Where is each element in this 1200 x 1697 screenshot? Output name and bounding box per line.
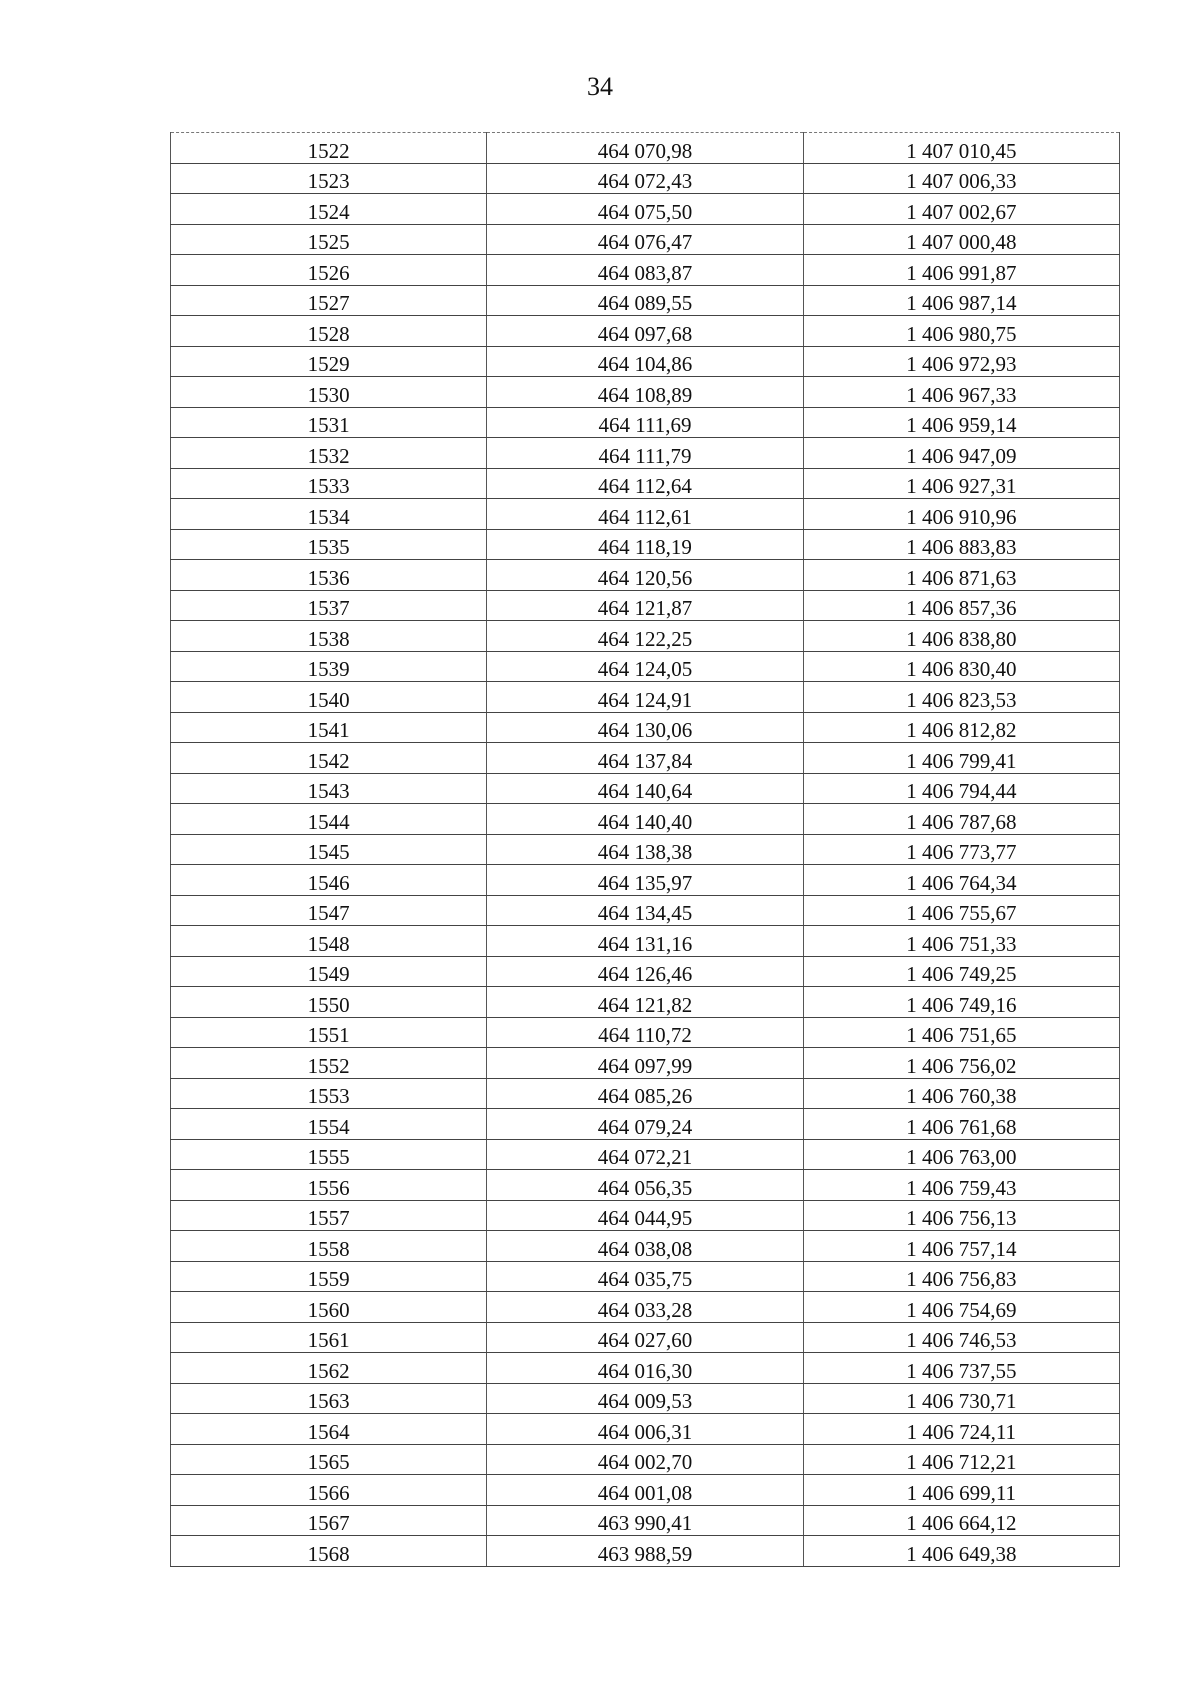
table-row [171,590,1120,621]
table-row [171,926,1120,957]
point-number-cell: 1567 [171,1505,487,1536]
x-coordinate-cell: 464 121,82 [487,987,803,1018]
x-coordinate-cell: 464 075,50 [487,194,803,225]
table-row [171,1170,1120,1201]
y-coordinate-cell: 1 407 002,67 [803,194,1119,225]
point-number-cell: 1534 [171,499,487,530]
point-number-cell: 1523 [171,163,487,194]
y-coordinate-cell: 1 406 959,14 [803,407,1119,438]
x-coordinate-cell: 464 104,86 [487,346,803,377]
y-coordinate-cell: 1 406 799,41 [803,743,1119,774]
x-coordinate-cell: 464 006,31 [487,1414,803,1445]
y-coordinate-cell: 1 406 812,82 [803,712,1119,743]
x-coordinate-cell: 464 035,75 [487,1261,803,1292]
x-coordinate-cell: 464 072,43 [487,163,803,194]
x-coordinate-cell: 464 097,99 [487,1048,803,1079]
point-number-cell: 1553 [171,1078,487,1109]
point-number-cell: 1552 [171,1048,487,1079]
x-coordinate-cell: 464 002,70 [487,1444,803,1475]
point-number-cell: 1533 [171,468,487,499]
table-row [171,224,1120,255]
point-number-cell: 1536 [171,560,487,591]
x-coordinate-cell: 464 097,68 [487,316,803,347]
x-coordinate-cell: 464 126,46 [487,956,803,987]
y-coordinate-cell: 1 406 751,33 [803,926,1119,957]
x-coordinate-cell: 464 027,60 [487,1322,803,1353]
y-coordinate-cell: 1 406 823,53 [803,682,1119,713]
x-coordinate-cell: 464 111,69 [487,407,803,438]
y-coordinate-cell: 1 406 749,25 [803,956,1119,987]
point-number-cell: 1538 [171,621,487,652]
y-coordinate-cell: 1 406 755,67 [803,895,1119,926]
point-number-cell: 1529 [171,346,487,377]
table-row [171,712,1120,743]
y-coordinate-cell: 1 406 756,83 [803,1261,1119,1292]
y-coordinate-cell: 1 406 838,80 [803,621,1119,652]
y-coordinate-cell: 1 406 773,77 [803,834,1119,865]
table-row [171,1292,1120,1323]
table-row [171,316,1120,347]
x-coordinate-cell: 463 988,59 [487,1536,803,1567]
y-coordinate-cell: 1 406 756,02 [803,1048,1119,1079]
point-number-cell: 1563 [171,1383,487,1414]
coordinates-table [170,132,1120,1567]
table-row [171,133,1120,164]
y-coordinate-cell: 1 406 699,11 [803,1475,1119,1506]
x-coordinate-cell: 464 016,30 [487,1353,803,1384]
x-coordinate-cell: 464 009,53 [487,1383,803,1414]
x-coordinate-cell: 464 038,08 [487,1231,803,1262]
point-number-cell: 1561 [171,1322,487,1353]
point-number-cell: 1550 [171,987,487,1018]
point-number-cell: 1542 [171,743,487,774]
y-coordinate-cell: 1 406 761,68 [803,1109,1119,1140]
table-row [171,743,1120,774]
y-coordinate-cell: 1 406 883,83 [803,529,1119,560]
y-coordinate-cell: 1 406 967,33 [803,377,1119,408]
table-row [171,1475,1120,1506]
x-coordinate-cell: 464 079,24 [487,1109,803,1140]
x-coordinate-cell: 464 137,84 [487,743,803,774]
point-number-cell: 1562 [171,1353,487,1384]
point-number-cell: 1526 [171,255,487,286]
table-row [171,163,1120,194]
table-row [171,682,1120,713]
x-coordinate-cell: 464 124,91 [487,682,803,713]
table-row [171,407,1120,438]
x-coordinate-cell: 463 990,41 [487,1505,803,1536]
y-coordinate-cell: 1 406 987,14 [803,285,1119,316]
point-number-cell: 1524 [171,194,487,225]
table-row [171,285,1120,316]
point-number-cell: 1530 [171,377,487,408]
y-coordinate-cell: 1 406 649,38 [803,1536,1119,1567]
table-row [171,1322,1120,1353]
table-row [171,1505,1120,1536]
x-coordinate-cell: 464 111,79 [487,438,803,469]
point-number-cell: 1527 [171,285,487,316]
table-row [171,1261,1120,1292]
x-coordinate-cell: 464 112,64 [487,468,803,499]
y-coordinate-cell: 1 407 010,45 [803,133,1119,164]
point-number-cell: 1546 [171,865,487,896]
point-number-cell: 1560 [171,1292,487,1323]
table-row [171,804,1120,835]
table-row [171,1139,1120,1170]
x-coordinate-cell: 464 135,97 [487,865,803,896]
x-coordinate-cell: 464 122,25 [487,621,803,652]
x-coordinate-cell: 464 121,87 [487,590,803,621]
point-number-cell: 1556 [171,1170,487,1201]
point-number-cell: 1559 [171,1261,487,1292]
y-coordinate-cell: 1 406 794,44 [803,773,1119,804]
table-row [171,194,1120,225]
x-coordinate-cell: 464 131,16 [487,926,803,957]
point-number-cell: 1525 [171,224,487,255]
y-coordinate-cell: 1 406 787,68 [803,804,1119,835]
table-row [171,346,1120,377]
y-coordinate-cell: 1 406 756,13 [803,1200,1119,1231]
point-number-cell: 1568 [171,1536,487,1567]
point-number-cell: 1547 [171,895,487,926]
table-row [171,1383,1120,1414]
x-coordinate-cell: 464 085,26 [487,1078,803,1109]
y-coordinate-cell: 1 406 947,09 [803,438,1119,469]
point-number-cell: 1557 [171,1200,487,1231]
point-number-cell: 1545 [171,834,487,865]
table-row [171,1048,1120,1079]
point-number-cell: 1532 [171,438,487,469]
point-number-cell: 1537 [171,590,487,621]
point-number-cell: 1544 [171,804,487,835]
table-row [171,1200,1120,1231]
x-coordinate-cell: 464 070,98 [487,133,803,164]
table-row [171,865,1120,896]
y-coordinate-cell: 1 406 724,11 [803,1414,1119,1445]
x-coordinate-cell: 464 130,06 [487,712,803,743]
x-coordinate-cell: 464 108,89 [487,377,803,408]
page-number: 34 [587,72,613,101]
point-number-cell: 1540 [171,682,487,713]
y-coordinate-cell: 1 406 746,53 [803,1322,1119,1353]
table-row [171,895,1120,926]
x-coordinate-cell: 464 124,05 [487,651,803,682]
table-row [171,987,1120,1018]
y-coordinate-cell: 1 406 754,69 [803,1292,1119,1323]
point-number-cell: 1531 [171,407,487,438]
x-coordinate-cell: 464 044,95 [487,1200,803,1231]
table-row [171,560,1120,591]
table-row [171,1353,1120,1384]
point-number-cell: 1555 [171,1139,487,1170]
x-coordinate-cell: 464 118,19 [487,529,803,560]
y-coordinate-cell: 1 406 763,00 [803,1139,1119,1170]
table-row [171,1444,1120,1475]
x-coordinate-cell: 464 033,28 [487,1292,803,1323]
point-number-cell: 1535 [171,529,487,560]
table-row [171,1109,1120,1140]
y-coordinate-cell: 1 406 764,34 [803,865,1119,896]
x-coordinate-cell: 464 083,87 [487,255,803,286]
table-row [171,438,1120,469]
table-row [171,1231,1120,1262]
x-coordinate-cell: 464 110,72 [487,1017,803,1048]
table-row [171,468,1120,499]
y-coordinate-cell: 1 407 006,33 [803,163,1119,194]
table-row [171,651,1120,682]
x-coordinate-cell: 464 001,08 [487,1475,803,1506]
table-row [171,377,1120,408]
y-coordinate-cell: 1 406 871,63 [803,560,1119,591]
table-row [171,255,1120,286]
point-number-cell: 1528 [171,316,487,347]
x-coordinate-cell: 464 134,45 [487,895,803,926]
y-coordinate-cell: 1 406 760,38 [803,1078,1119,1109]
table-row [171,1017,1120,1048]
point-number-cell: 1565 [171,1444,487,1475]
x-coordinate-cell: 464 056,35 [487,1170,803,1201]
y-coordinate-cell: 1 406 737,55 [803,1353,1119,1384]
point-number-cell: 1564 [171,1414,487,1445]
y-coordinate-cell: 1 406 972,93 [803,346,1119,377]
x-coordinate-cell: 464 076,47 [487,224,803,255]
table-row [171,834,1120,865]
y-coordinate-cell: 1 407 000,48 [803,224,1119,255]
y-coordinate-cell: 1 406 759,43 [803,1170,1119,1201]
y-coordinate-cell: 1 406 757,14 [803,1231,1119,1262]
x-coordinate-cell: 464 120,56 [487,560,803,591]
y-coordinate-cell: 1 406 910,96 [803,499,1119,530]
table-row [171,1414,1120,1445]
table-row [171,529,1120,560]
y-coordinate-cell: 1 406 712,21 [803,1444,1119,1475]
point-number-cell: 1558 [171,1231,487,1262]
point-number-cell: 1548 [171,926,487,957]
point-number-cell: 1522 [171,133,487,164]
table-row [171,773,1120,804]
y-coordinate-cell: 1 406 991,87 [803,255,1119,286]
point-number-cell: 1554 [171,1109,487,1140]
y-coordinate-cell: 1 406 927,31 [803,468,1119,499]
x-coordinate-cell: 464 140,64 [487,773,803,804]
point-number-cell: 1551 [171,1017,487,1048]
y-coordinate-cell: 1 406 980,75 [803,316,1119,347]
table-row [171,499,1120,530]
y-coordinate-cell: 1 406 730,71 [803,1383,1119,1414]
table-row [171,956,1120,987]
point-number-cell: 1549 [171,956,487,987]
x-coordinate-cell: 464 089,55 [487,285,803,316]
x-coordinate-cell: 464 072,21 [487,1139,803,1170]
y-coordinate-cell: 1 406 751,65 [803,1017,1119,1048]
point-number-cell: 1543 [171,773,487,804]
y-coordinate-cell: 1 406 830,40 [803,651,1119,682]
x-coordinate-cell: 464 138,38 [487,834,803,865]
point-number-cell: 1566 [171,1475,487,1506]
table-row [171,1536,1120,1567]
x-coordinate-cell: 464 140,40 [487,804,803,835]
x-coordinate-cell: 464 112,61 [487,499,803,530]
y-coordinate-cell: 1 406 664,12 [803,1505,1119,1536]
y-coordinate-cell: 1 406 857,36 [803,590,1119,621]
table-row [171,1078,1120,1109]
point-number-cell: 1539 [171,651,487,682]
table-row [171,621,1120,652]
y-coordinate-cell: 1 406 749,16 [803,987,1119,1018]
point-number-cell: 1541 [171,712,487,743]
coordinates-table-body [171,133,1120,1567]
